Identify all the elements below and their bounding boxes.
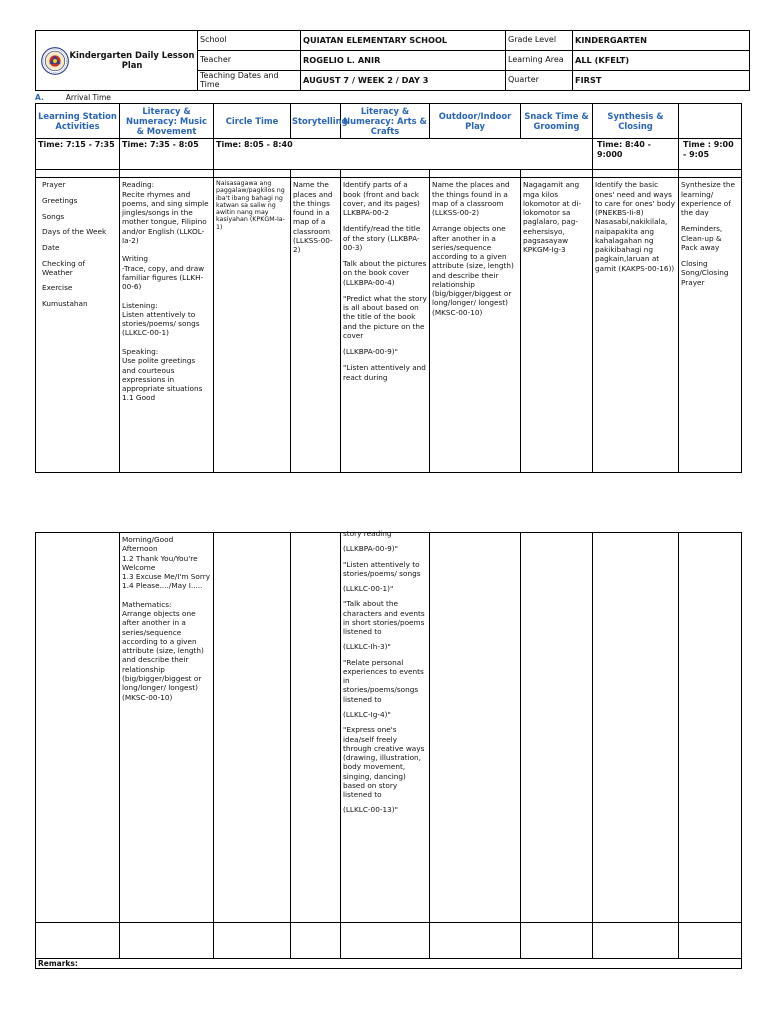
- column-header-storytelling: Storytelling: [291, 104, 341, 139]
- learning-area-value: ALL (KFELT): [573, 51, 750, 71]
- column-header-blank: [679, 104, 742, 139]
- closing-item: Closing Song/Closing Prayer: [681, 259, 729, 287]
- list-item: Checking of Weather: [42, 258, 86, 277]
- synthesis-text: Identify the basic ones' need and ways to care for ones' body (PNEKBS-Ii-8) Nasasabi,nakikilala, naipapakita ang kahalagahan ng pakikibahagi ng pagkain,laruan at gamit (KAKPS-00-16)): [595, 180, 675, 273]
- synthesis-cell: [593, 178, 679, 473]
- arts-item: "Express one's idea/self freely through creative ways (drawing, illustration, body movement, singing, dancing) based on story listened to: [343, 725, 425, 800]
- time-slot-3: Time: 8:05 - 8:40: [214, 139, 593, 170]
- schedule-table-continued: [35, 529, 742, 969]
- school-label: School: [198, 31, 301, 51]
- grade-level-label: Grade Level: [506, 31, 573, 51]
- deped-seal-icon: [41, 47, 69, 75]
- music-movement-continued-text: Morning/Good Afternoon 1.2 Thank You/You're Welcome 1.3 Excuse Me/I'm Sorry 1.4 Please..../May I..... Mathematics: Arrange objects one after another in a series/sequence according to a given attribute (size, length) and describe their relationship (big/bigger/biggest or long/longer/ longest) (MKSC-00-10): [122, 535, 211, 702]
- music-movement-continued-cell: [120, 533, 214, 923]
- arts-item: "Relate personal experiences to events in stories/poems/songs listened to: [343, 657, 424, 704]
- teacher-value: ROGELIO L. ANIR: [301, 51, 506, 71]
- list-item: Date: [42, 242, 60, 252]
- section-marker: A.: [35, 93, 44, 102]
- closing-item: Synthesize the learning/ experience of the day: [681, 180, 735, 218]
- section-heading: [35, 93, 111, 102]
- list-item: Exercise: [42, 283, 73, 293]
- lesson-plan-header: [35, 30, 750, 91]
- storytelling-cell: [291, 178, 341, 473]
- arts-item: Identify parts of a book (front and back cover, and its pages) LLKBPA-00-2: [343, 180, 420, 218]
- outdoor-play-cell: [430, 178, 521, 473]
- quarter-label: Quarter: [506, 71, 573, 91]
- grade-level-value: KINDERGARTEN: [573, 31, 750, 51]
- column-header-music-movement: Literacy & Numeracy: Music & Movement: [120, 104, 214, 139]
- arts-item: (LLKLC-Ig-4)": [343, 709, 391, 719]
- snack-time-text: Nagagamit ang mga kilos lokomotor at di-lokomotor sa paglalaro, pag-eehersisyo, pagsasayaw KPKGM-Ig-3: [523, 180, 582, 255]
- header-logo-cell: [36, 31, 198, 91]
- column-header-circle-time: Circle Time: [214, 104, 291, 139]
- teaching-dates-label: Teaching Dates and Time: [198, 71, 301, 91]
- list-item: Prayer: [42, 180, 66, 190]
- arts-item: Identify/read the title of the story (LLKBPA-00-3): [343, 224, 421, 252]
- learning-area-label: Learning Area: [506, 51, 573, 71]
- time-slot-4: Time: 8:40 - 9:000: [593, 139, 679, 170]
- arts-item: "Talk about the characters and events in short stories/poems listened to: [343, 599, 425, 637]
- arrival-activities-list: [42, 180, 117, 308]
- music-movement-text: Reading: Recite rhymes and poems, and sing simple jingles/songs in the mother tongue, Filipino and/or English (LLKOL-Ia-2) Writing -Trace, copy, and draw familiar figures (LLKH-00-6) Listening: Listen attentively to stories/poems/ songs (LLKLC-00-1) Speaking: Use polite greetings and courteous expressions in appropriate situations 1.1 Good: [122, 180, 209, 403]
- closing-cell: [679, 178, 742, 473]
- column-header-outdoor-play: Outdoor/Indoor Play: [430, 104, 521, 139]
- play-item: Arrange objects one after another in a series/sequence according to a given attribute (size, length) and describe their relationship (big/bigger/biggest or long/longer/ longest) (MKSC-00-10): [432, 224, 514, 317]
- school-value: QUIATAN ELEMENTARY SCHOOL: [301, 31, 506, 51]
- storytelling-text: Name the places and the things found in a map of a classroom (LLKSS-00-2): [293, 180, 333, 255]
- arrival-activities-cell: [36, 178, 120, 473]
- arts-crafts-cell: [341, 178, 430, 473]
- arts-item: (LLKLC-00-13)": [343, 805, 398, 815]
- time-slot-2: Time: 7:35 - 8:05: [120, 139, 214, 170]
- teaching-dates-value: AUGUST 7 / WEEK 2 / DAY 3: [301, 71, 506, 91]
- arts-item: "Predict what the story is all about based on the title of the book and the picture on the cover: [343, 293, 427, 340]
- column-header-arts-crafts: Literacy & Numeracy: Arts & Crafts: [341, 104, 430, 139]
- document-title: Kindergarten Daily Lesson Plan: [69, 49, 195, 70]
- arts-item: Talk about the pictures on the book cover (LLKBPA-00-4): [343, 259, 427, 287]
- closing-item: Reminders, Clean-up & Pack away: [681, 224, 723, 252]
- arts-crafts-continued-cell: [341, 529, 430, 923]
- play-item: Name the places and the things found in a map of a classroom (LLKSS-00-2): [432, 180, 510, 218]
- list-item: Songs: [42, 211, 65, 221]
- list-item: Kumustahan: [42, 299, 88, 309]
- quarter-value: FIRST: [573, 71, 750, 91]
- list-item: Days of the Week: [42, 227, 107, 237]
- music-movement-cell: [120, 178, 214, 473]
- arts-item: "Listen attentively to stories/poems/ songs: [343, 559, 421, 578]
- section-label: Arrival Time: [65, 93, 111, 102]
- arts-item: (LLKBPA-00-9)": [343, 544, 398, 554]
- circle-time-cell: [214, 178, 291, 473]
- teacher-label: Teacher: [198, 51, 301, 71]
- circle-time-text: Naisasagawa ang paggalaw/pagkilos ng iba't ibang bahagi ng katwan sa saliw ng awitin nang may kasiyahan (KPKGM-Ia-1): [216, 180, 285, 231]
- column-header-learning-station: Learning Station Activities: [36, 104, 120, 139]
- arts-item: "Listen attentively and react during: [343, 363, 426, 382]
- arts-item: (LLKLC-00-1)": [343, 584, 394, 594]
- arts-item: (LLKLC-Ih-3)": [343, 642, 391, 652]
- arts-item: story reading: [343, 529, 392, 538]
- time-slot-5: Time : 9:00 - 9:05: [679, 139, 742, 170]
- column-header-snack-time: Snack Time & Grooming: [521, 104, 593, 139]
- schedule-table: [35, 103, 742, 473]
- time-slot-1: Time: 7:15 - 7:35: [36, 139, 120, 170]
- snack-time-cell: [521, 178, 593, 473]
- list-item: Greetings: [42, 195, 78, 205]
- column-header-synthesis: Synthesis & Closing: [593, 104, 679, 139]
- arts-item: (LLKBPA-00-9)": [343, 347, 398, 357]
- remarks-label: Remarks:: [36, 959, 742, 969]
